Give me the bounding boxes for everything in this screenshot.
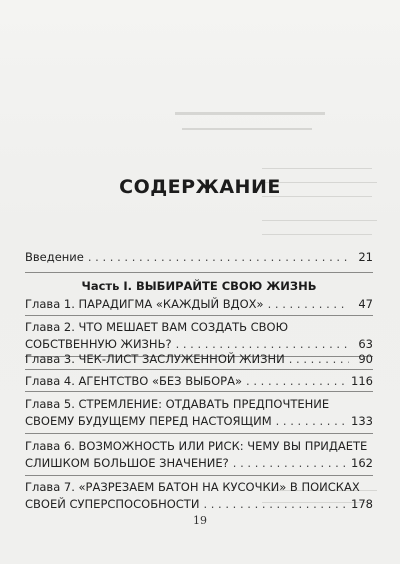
toc-entry-label: Введение xyxy=(25,250,84,264)
divider xyxy=(25,475,373,476)
toc-entry-label: Глава 4. АГЕНТСТВО «БЕЗ ВЫБОРА» xyxy=(25,374,243,388)
toc-entry-chapter-6[interactable] xyxy=(25,439,373,470)
bleed-through-mark xyxy=(262,220,377,221)
toc-page-number: 90 xyxy=(358,352,373,366)
toc-entry-label: Глава 3. ЧЕК-ЛИСТ ЗАСЛУЖЕННОЙ ЖИЗНИ xyxy=(25,352,285,366)
dot-leader xyxy=(289,352,349,366)
page-title: СОДЕРЖАНИЕ xyxy=(119,176,281,198)
toc-page-number: 162 xyxy=(351,456,373,470)
bleed-through-mark xyxy=(175,112,325,115)
toc-entry-chapter-5[interactable] xyxy=(25,397,373,428)
page-number: 19 xyxy=(193,514,207,527)
toc-entry-label-cont: СЛИШКОМ БОЛЬШОЕ ЗНАЧЕНИЕ? xyxy=(25,456,229,470)
divider xyxy=(25,369,373,370)
divider xyxy=(25,315,373,316)
divider xyxy=(25,272,373,273)
bleed-through-mark xyxy=(262,234,372,235)
toc-entry-label: Глава 5. СТРЕМЛЕНИЕ: ОТДАВАТЬ ПРЕДПОЧТЕНИЕ xyxy=(25,397,330,411)
dot-leader xyxy=(246,374,347,388)
dot-leader xyxy=(176,337,349,351)
toc-page-number: 133 xyxy=(351,414,373,428)
toc-entry-label-cont: СОБСТВЕННУЮ ЖИЗНЬ? xyxy=(25,337,172,351)
dot-leader xyxy=(276,414,347,428)
toc-entry-label: Глава 7. «РАЗРЕЗАЕМ БАТОН НА КУСОЧКИ» В ПОИСКАХ xyxy=(25,480,360,494)
dot-leader xyxy=(88,250,349,264)
bleed-through-mark xyxy=(262,168,372,169)
toc-entry-label: Глава 2. ЧТО МЕШАЕТ ВАМ СОЗДАТЬ СВОЮ xyxy=(25,320,289,334)
dot-leader xyxy=(233,456,347,470)
toc-page-number: 21 xyxy=(358,250,373,264)
toc-entry-chapter-1[interactable] xyxy=(25,297,373,311)
toc-entry-chapter-3[interactable] xyxy=(25,352,373,366)
toc-page-number: 178 xyxy=(351,497,373,511)
toc-page-number: 63 xyxy=(358,337,373,351)
toc-entry-label: Глава 1. ПАРАДИГМА «КАЖДЫЙ ВДОХ» xyxy=(25,297,264,311)
divider xyxy=(25,391,373,392)
dot-leader xyxy=(203,497,347,511)
toc-entry-intro[interactable] xyxy=(25,250,373,264)
part-heading: Часть I. ВЫБИРАЙТЕ СВОЮ ЖИЗНЬ xyxy=(81,279,317,293)
toc-entry-label: Глава 6. ВОЗМОЖНОСТЬ ИЛИ РИСК: ЧЕМУ ВЫ ПРИДАЕТЕ xyxy=(25,439,368,453)
divider xyxy=(25,433,373,434)
toc-entry-label-cont: СВОЕЙ СУПЕРСПОСОБНОСТИ xyxy=(25,497,200,511)
toc-entry-chapter-7[interactable] xyxy=(25,480,373,511)
toc-page-number: 47 xyxy=(358,297,373,311)
toc-entry-chapter-4[interactable] xyxy=(25,374,373,388)
dot-leader xyxy=(268,297,349,311)
bleed-through-mark xyxy=(182,128,312,130)
toc-page-number: 116 xyxy=(351,374,373,388)
toc-entry-chapter-2[interactable] xyxy=(25,320,373,351)
toc-entry-label-cont: СВОЕМУ БУДУЩЕМУ ПЕРЕД НАСТОЯЩИМ xyxy=(25,414,272,428)
